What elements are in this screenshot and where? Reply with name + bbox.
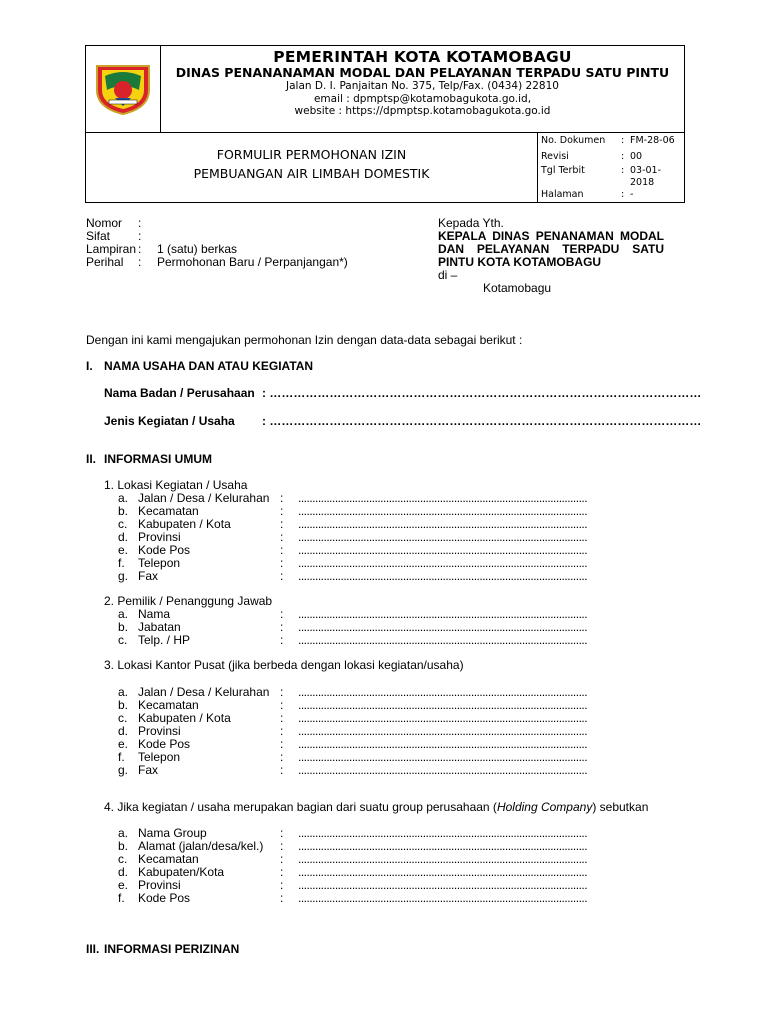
di-text: di –: [438, 268, 458, 282]
item-label: Provinsi: [138, 878, 181, 892]
group-2-title: 2. Pemilik / Penanggung Jawab: [104, 594, 273, 608]
nomor-label: Nomor: [86, 216, 123, 230]
header-top-row: [86, 46, 684, 133]
item-marker: e.: [118, 737, 129, 751]
item-colon: :: [280, 569, 284, 583]
form-title-cell: [86, 133, 538, 203]
item-label: Kabupaten / Kota: [138, 711, 231, 725]
item-marker: a.: [118, 685, 129, 699]
meta-row: [538, 135, 684, 147]
item-marker: e.: [118, 878, 129, 892]
item-label: Jalan / Desa / Kelurahan: [138, 491, 270, 505]
list-item: [118, 711, 718, 724]
list-item: [118, 698, 718, 711]
meta-colon: :: [621, 189, 625, 200]
item-fill-in-line[interactable]: ......................................................................................................: [298, 750, 588, 764]
lampiran-value: 1 (satu) berkas: [157, 242, 238, 256]
item-colon: :: [280, 517, 284, 531]
kepada-text: Kepada Yth.: [438, 216, 504, 230]
meta-label: Tgl Terbit: [541, 165, 585, 176]
list-item: [118, 530, 718, 543]
organization-block: [161, 46, 684, 132]
item-marker: e.: [118, 543, 129, 557]
list-item: [118, 491, 718, 504]
org-title: PEMERINTAH KOTA KOTAMOBAGU: [273, 48, 572, 66]
item-marker: c.: [118, 852, 128, 866]
document-meta: [538, 133, 684, 203]
intro-text: Dengan ini kami mengajukan permohonan Izin dengan data-data sebagai berikut :: [86, 333, 523, 347]
sifat-colon: :: [138, 229, 142, 243]
group-3-title: 3. Lokasi Kantor Pusat (jika berbeda dengan lokasi kegiatan/usaha): [104, 658, 464, 672]
item-fill-in-line[interactable]: ......................................................................................................: [298, 620, 588, 634]
item-label: Fax: [138, 763, 159, 777]
item-colon: :: [280, 698, 284, 712]
item-marker: a.: [118, 491, 129, 505]
list-item: [118, 543, 718, 556]
item-colon: :: [280, 633, 284, 647]
meta-row: [538, 165, 684, 188]
org-subtitle: DINAS PENANANAMAN MODAL DAN PELAYANAN TERPADU SATU PINTU: [175, 65, 670, 80]
item-label: Kabupaten/Kota: [138, 865, 225, 879]
item-marker: c.: [118, 711, 128, 725]
item-fill-in-line[interactable]: ......................................................................................................: [298, 711, 588, 725]
item-label: Kode Pos: [138, 543, 191, 557]
item-marker: f.: [118, 891, 125, 905]
item-marker: a.: [118, 826, 129, 840]
item-colon: :: [280, 620, 284, 634]
item-marker: c.: [118, 517, 128, 531]
nomor-colon: :: [138, 216, 142, 230]
item-fill-in-line[interactable]: ......................................................................................................: [298, 891, 588, 905]
list-item: [118, 504, 718, 517]
item-colon: :: [280, 607, 284, 621]
item-label: Nama Group: [138, 826, 207, 840]
item-label: Kode Pos: [138, 737, 191, 751]
meta-value: 00: [630, 150, 643, 162]
document-header: [85, 45, 685, 203]
item-marker: g.: [118, 763, 129, 777]
item-label: Kecamatan: [138, 504, 199, 518]
item-label: Kecamatan: [138, 852, 199, 866]
meta-label: No. Dokumen: [541, 135, 606, 146]
item-fill-in-line[interactable]: ......................................................................................................: [298, 763, 588, 777]
list-item: [118, 607, 718, 620]
item-fill-in-line[interactable]: ......................................................................................................: [298, 826, 588, 840]
jenis-kegiatan-label: Jenis Kegiatan / Usaha: [104, 414, 235, 428]
item-colon: :: [280, 543, 284, 557]
lampiran-label: Lampiran: [86, 242, 137, 256]
item-fill-in-line[interactable]: ......................................................................................................: [298, 491, 588, 505]
item-label: Provinsi: [138, 530, 181, 544]
item-marker: g.: [118, 569, 129, 583]
item-colon: :: [280, 891, 284, 905]
list-item: [118, 891, 718, 904]
jenis-kegiatan-field: : ………………………………………………………………………………………………: [262, 414, 702, 428]
section-1-number: I.: [86, 359, 93, 373]
item-label: Kecamatan: [138, 698, 199, 712]
item-fill-in-line[interactable]: ......................................................................................................: [298, 865, 588, 879]
list-item: [118, 517, 718, 530]
item-colon: :: [280, 737, 284, 751]
meta-value: FM-28-06: [630, 135, 675, 146]
perihal-colon: :: [138, 255, 142, 269]
list-item: [118, 685, 718, 698]
item-fill-in-line[interactable]: ......................................................................................................: [298, 698, 588, 712]
list-item: [118, 620, 718, 633]
item-colon: :: [280, 839, 284, 853]
item-marker: d.: [118, 530, 129, 544]
lampiran-colon: :: [138, 242, 142, 256]
item-label: Alamat (jalan/desa/kel.): [138, 839, 264, 853]
section-3-number: III.: [86, 942, 100, 956]
item-colon: :: [280, 685, 284, 699]
org-website: website : https://dpmptsp.kotamobagukota.go.id: [294, 105, 551, 117]
city-text: Kotamobagu: [483, 281, 552, 295]
list-item: [118, 865, 718, 878]
item-label: Telepon: [138, 750, 181, 764]
section-2-title: INFORMASI UMUM: [104, 452, 212, 466]
item-label: Nama: [138, 607, 171, 621]
item-fill-in-line[interactable]: ......................................................................................................: [298, 685, 588, 699]
form-title-line-1: FORMULIR PERMOHONAN IZIN: [216, 147, 407, 162]
list-item: [118, 633, 718, 646]
item-fill-in-line[interactable]: ......................................................................................................: [298, 839, 588, 853]
list-item: [118, 852, 718, 865]
item-colon: :: [280, 711, 284, 725]
recipient-line-3: PINTU KOTA KOTAMOBAGU: [438, 255, 602, 269]
item-fill-in-line[interactable]: ......................................................................................................: [298, 530, 588, 544]
item-label: Provinsi: [138, 724, 181, 738]
group-4-title-holding: Holding Company: [496, 800, 593, 814]
item-label: Kode Pos: [138, 891, 191, 905]
item-marker: a.: [118, 607, 129, 621]
list-item: [118, 737, 718, 750]
item-marker: d.: [118, 724, 129, 738]
list-item: [118, 763, 718, 776]
item-colon: :: [280, 878, 284, 892]
meta-row: [538, 151, 684, 163]
item-marker: b.: [118, 839, 129, 853]
item-label: Kabupaten / Kota: [138, 517, 231, 531]
item-marker: c.: [118, 633, 128, 647]
item-fill-in-line[interactable]: ......................................................................................................: [298, 607, 588, 621]
item-fill-in-line[interactable]: ......................................................................................................: [298, 878, 588, 892]
list-item: [118, 826, 718, 839]
item-marker: b.: [118, 504, 129, 518]
item-label: Fax: [138, 569, 159, 583]
item-fill-in-line[interactable]: ......................................................................................................: [298, 517, 588, 531]
item-colon: :: [280, 556, 284, 570]
group-4-title-a: 4. Jika kegiatan / usaha merupakan bagian dari suatu group perusahaan (: [104, 800, 497, 814]
meta-colon: :: [621, 135, 625, 146]
section-3-title: INFORMASI PERIZINAN: [104, 942, 240, 956]
org-email: email : dpmptsp@kotamobagukota.go.id,: [313, 92, 532, 105]
item-marker: f.: [118, 750, 125, 764]
meta-value: -: [630, 189, 634, 200]
meta-colon: :: [621, 150, 625, 162]
item-marker: b.: [118, 620, 129, 634]
org-address: Jalan D. I. Panjaitan No. 375, Telp/Fax. (0434) 22810: [286, 80, 559, 92]
item-fill-in-line[interactable]: ......................................................................................................: [298, 724, 588, 738]
item-label: Jabatan: [138, 620, 181, 634]
group-4-title: [104, 800, 648, 814]
item-colon: :: [280, 530, 284, 544]
item-fill-in-line[interactable]: ......................................................................................................: [298, 543, 588, 557]
item-label: Telp. / HP: [138, 633, 191, 647]
item-fill-in-line[interactable]: ......................................................................................................: [298, 852, 588, 866]
item-marker: f.: [118, 556, 125, 570]
nama-badan-label: Nama Badan / Perusahaan: [104, 386, 255, 400]
item-colon: :: [280, 852, 284, 866]
item-marker: b.: [118, 698, 129, 712]
item-label: Jalan / Desa / Kelurahan: [138, 685, 270, 699]
item-colon: :: [280, 750, 284, 764]
list-item: [118, 556, 718, 569]
list-item: [118, 569, 718, 582]
item-label: Telepon: [138, 556, 181, 570]
meta-label: Revisi: [541, 150, 569, 162]
recipient-line-2: DAN PELAYANAN TERPADU SATU: [438, 242, 664, 256]
group-4-title-c: ) sebutkan: [592, 800, 649, 814]
item-fill-in-line[interactable]: ......................................................................................................: [298, 569, 588, 583]
perihal-value: Permohonan Baru / Perpanjangan*): [157, 255, 348, 269]
sifat-label: Sifat: [86, 229, 111, 243]
list-item: [118, 839, 718, 852]
item-fill-in-line[interactable]: ......................................................................................................: [298, 737, 588, 751]
item-fill-in-line[interactable]: ......................................................................................................: [298, 633, 588, 647]
list-item: [118, 724, 718, 737]
item-colon: :: [280, 491, 284, 505]
perihal-label: Perihal: [86, 255, 124, 269]
section-2-number: II.: [86, 452, 97, 466]
item-colon: :: [280, 504, 284, 518]
meta-value: 03-01-2018: [630, 165, 662, 188]
section-1-title: NAMA USAHA DAN ATAU KEGIATAN: [104, 359, 314, 373]
meta-colon: :: [621, 165, 625, 176]
form-title-line-2: PEMBUANGAN AIR LIMBAH DOMESTIK: [193, 166, 430, 181]
item-colon: :: [280, 865, 284, 879]
item-marker: d.: [118, 865, 129, 879]
item-fill-in-line[interactable]: ......................................................................................................: [298, 504, 588, 518]
list-item: [118, 750, 718, 763]
nama-badan-field: : ………………………………………………………………………………………………: [262, 386, 702, 400]
list-item: [118, 878, 718, 891]
recipient-line-1: KEPALA DINAS PENANAMAN MODAL: [438, 229, 664, 243]
item-colon: :: [280, 724, 284, 738]
item-colon: :: [280, 826, 284, 840]
logo-cell: [86, 46, 161, 132]
meta-label: Halaman: [541, 189, 584, 200]
city-emblem-icon: [93, 60, 153, 116]
item-fill-in-line[interactable]: ......................................................................................................: [298, 556, 588, 570]
meta-row: [538, 189, 684, 201]
item-colon: :: [280, 763, 284, 777]
group-1-title: 1. Lokasi Kegiatan / Usaha: [104, 478, 248, 492]
